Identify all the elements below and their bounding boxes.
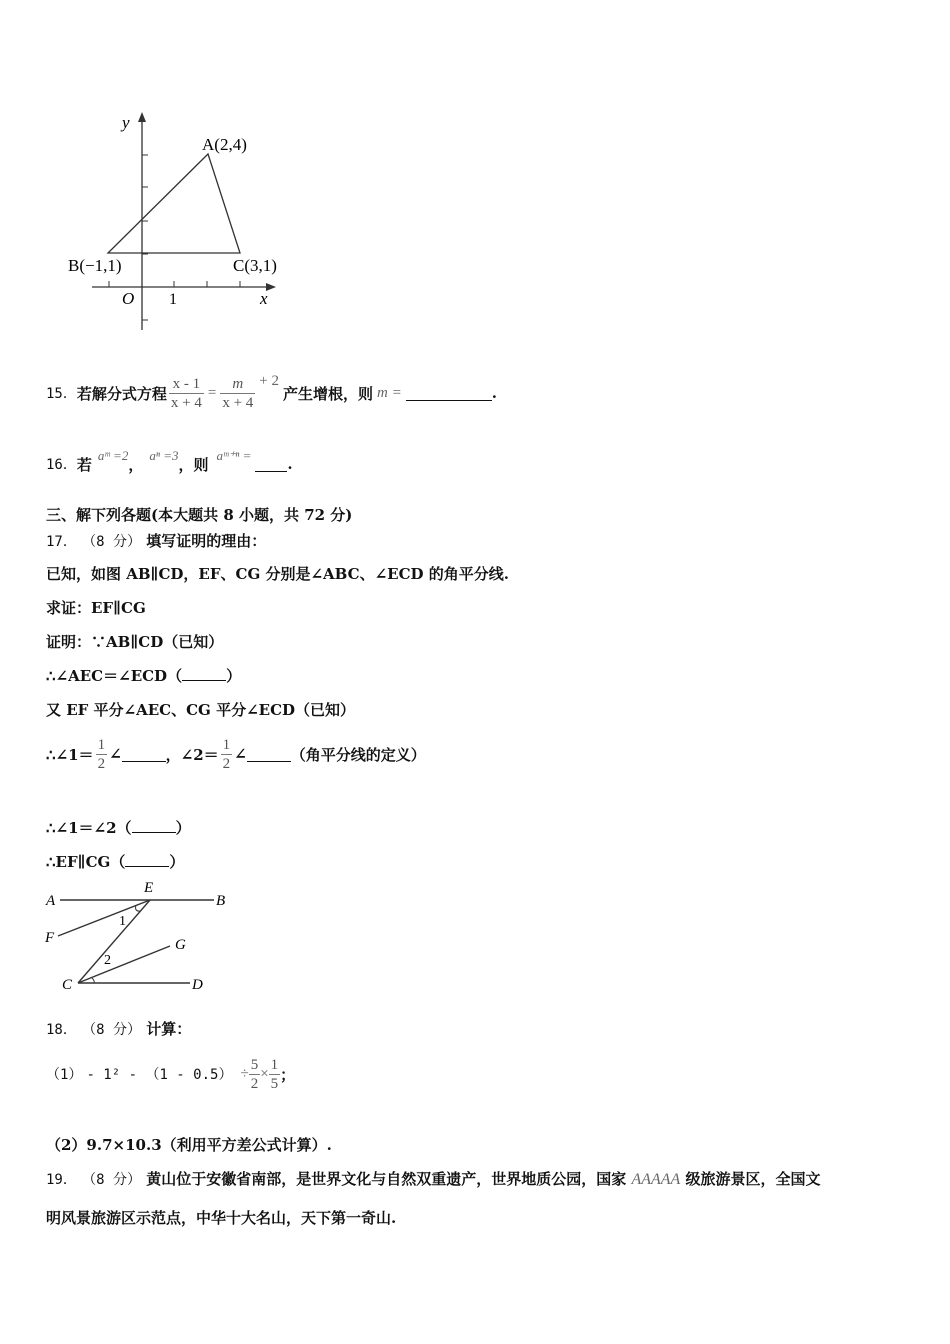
y-axis-arrow xyxy=(138,112,146,122)
q18-fraction-1 xyxy=(249,1056,261,1093)
q15-equals: = xyxy=(207,384,217,401)
q19-score: （8 分） xyxy=(82,1172,141,1188)
q17-blank-2[interactable] xyxy=(122,747,166,762)
q18-fraction-2 xyxy=(269,1056,281,1093)
label-f: F xyxy=(45,930,55,946)
label-b: B xyxy=(216,893,226,909)
q15-lhs-fraction xyxy=(169,375,204,412)
q17-line6-e: （角平分线的定义） xyxy=(290,745,426,764)
q17-line6-c: ，∠2＝ xyxy=(165,745,219,764)
tick-label-1: 1 xyxy=(169,291,177,308)
q17-half-1-den: 2 xyxy=(97,755,106,772)
q18-f2-den: 5 xyxy=(270,1075,279,1092)
q18-number: 18． xyxy=(46,1022,77,1038)
q18-part1-end: ； xyxy=(280,1065,296,1084)
q17-blank-1[interactable] xyxy=(182,666,226,681)
q17-score: （8 分） xyxy=(82,534,141,550)
origin-label: O xyxy=(122,289,135,308)
q16-prefix: 若 xyxy=(76,455,92,474)
q17-to-prove: 求证：EF∥CG xyxy=(46,599,146,617)
q17-line4-close: ） xyxy=(226,667,242,685)
line-cg xyxy=(78,946,170,983)
q17-line6-b: ∠ xyxy=(109,745,122,763)
q17-line7-text: ∴∠1＝∠2（ xyxy=(46,819,132,837)
q15-lhs-denominator: x + 4 xyxy=(170,394,202,411)
line-ec xyxy=(78,900,150,983)
q17-line6-a: ∴∠1＝ xyxy=(46,745,94,764)
point-b-label: B(−1,1) xyxy=(68,256,122,275)
q19-text1: 黄山位于安徽省南部，是世界文化与自然双重遗产，世界地质公园，国家 xyxy=(146,1170,627,1188)
q18-div: ÷ xyxy=(240,1065,249,1082)
q15-answer-blank[interactable] xyxy=(406,386,492,401)
q18-part1-expr: - 1² - （1 - 0.5） xyxy=(86,1067,233,1083)
q17-line4-text: ∴∠AEC＝∠ECD（ xyxy=(46,667,183,685)
q16-mid: ，则 xyxy=(178,455,209,474)
angle-2-arc xyxy=(92,978,94,983)
y-axis-label: y xyxy=(122,113,130,132)
q17-proof-line5 xyxy=(46,817,191,838)
q17-blank-5[interactable] xyxy=(125,852,169,867)
q18-part2: （2）9.7×10.3（利用平方差公式计算）. xyxy=(46,1136,332,1154)
q17-blank-3[interactable] xyxy=(247,747,291,762)
label-g: G xyxy=(175,937,186,953)
q15-rhs-denominator: x + 4 xyxy=(222,394,254,411)
q17-prompt: 填写证明的理由： xyxy=(146,532,267,550)
q17-half-2-den: 2 xyxy=(222,755,231,772)
question-16 xyxy=(46,446,293,482)
x-axis-label: x xyxy=(260,289,268,308)
q15-rhs-fraction xyxy=(220,375,255,412)
q15-plus: + 2 xyxy=(259,372,279,389)
q17-half-1 xyxy=(96,736,108,773)
q19-text2: 级旅游景区，全国文 xyxy=(685,1170,821,1188)
question-17-header xyxy=(46,530,266,551)
q17-proof-line4 xyxy=(46,732,426,776)
q18-prompt: 计算： xyxy=(146,1020,192,1038)
label-d: D xyxy=(192,977,203,993)
q18-f1-num: 5 xyxy=(250,1056,259,1073)
point-a-label: A(2,4) xyxy=(202,135,247,154)
q16-answer-blank[interactable] xyxy=(255,457,287,472)
q17-number: 17． xyxy=(46,534,77,550)
q18-f1-den: 2 xyxy=(250,1075,259,1092)
q17-proof-line6 xyxy=(46,851,184,872)
q18-part1-label: （1） xyxy=(46,1067,83,1083)
q19-number: 19． xyxy=(46,1172,77,1188)
q15-rhs-numerator: m xyxy=(220,375,255,394)
q15-var: m = xyxy=(377,384,402,401)
section-3-title: 三、解下列各题(本大题共 8 小题，共 72 分) xyxy=(46,506,353,524)
q15-prefix: 若解分式方程 xyxy=(76,384,167,403)
angle-1-label: 1 xyxy=(119,914,126,929)
q18-f2-num: 1 xyxy=(270,1056,279,1073)
question-15 xyxy=(46,358,497,428)
q17-blank-4[interactable] xyxy=(132,818,176,833)
question-18-header xyxy=(46,1018,191,1039)
angle-2-label: 2 xyxy=(104,953,111,968)
q18-score: （8 分） xyxy=(82,1022,141,1038)
parallel-lines-figure xyxy=(40,876,240,996)
q19-aaaaa: AAAAA xyxy=(631,1171,681,1188)
q17-line8-close: ） xyxy=(169,853,185,871)
label-c: C xyxy=(62,977,73,993)
question-19-line2: 明风景旅游区示范点，中华十大名山，天下第一奇山. xyxy=(46,1209,397,1227)
q17-half-2-num: 1 xyxy=(222,736,231,753)
q17-line7-close: ） xyxy=(175,819,191,837)
label-a: A xyxy=(46,893,56,909)
q18-times: × xyxy=(260,1065,269,1082)
q16-expr2: aⁿ =3 xyxy=(149,448,179,463)
q16-number: 16． xyxy=(46,457,77,473)
label-e: E xyxy=(144,880,154,896)
q18-part1 xyxy=(46,1050,295,1098)
triangle-abc xyxy=(108,154,240,253)
q17-given: 已知，如图 AB∥CD，EF、CG 分别是∠ABC、∠ECD 的角平分线. xyxy=(46,565,509,583)
q15-number: 15． xyxy=(46,386,77,402)
question-19-line1 xyxy=(46,1168,821,1189)
q17-line6-d: ∠ xyxy=(234,745,247,763)
q15-suffix: 产生增根，则 xyxy=(283,384,374,403)
q17-proof-line2 xyxy=(46,665,241,686)
q16-end: . xyxy=(287,455,293,473)
q17-half-1-num: 1 xyxy=(97,736,106,753)
point-c-label: C(3,1) xyxy=(233,256,277,275)
q15-lhs-numerator: x - 1 xyxy=(169,375,204,394)
q17-proof-line1: 证明：∵AB∥CD（已知） xyxy=(46,633,224,651)
q17-line8-text: ∴EF∥CG（ xyxy=(46,853,126,871)
q16-comma1: ， xyxy=(128,455,144,474)
q16-expr1: aᵐ =2 xyxy=(97,448,129,463)
q16-expr3: aᵐ⁺ⁿ = xyxy=(216,448,252,463)
q15-end: . xyxy=(491,384,497,402)
coordinate-graph xyxy=(60,108,300,338)
q17-half-2 xyxy=(221,736,233,773)
q17-proof-line3: 又 EF 平分∠AEC、CG 平分∠ECD（已知） xyxy=(46,701,356,719)
